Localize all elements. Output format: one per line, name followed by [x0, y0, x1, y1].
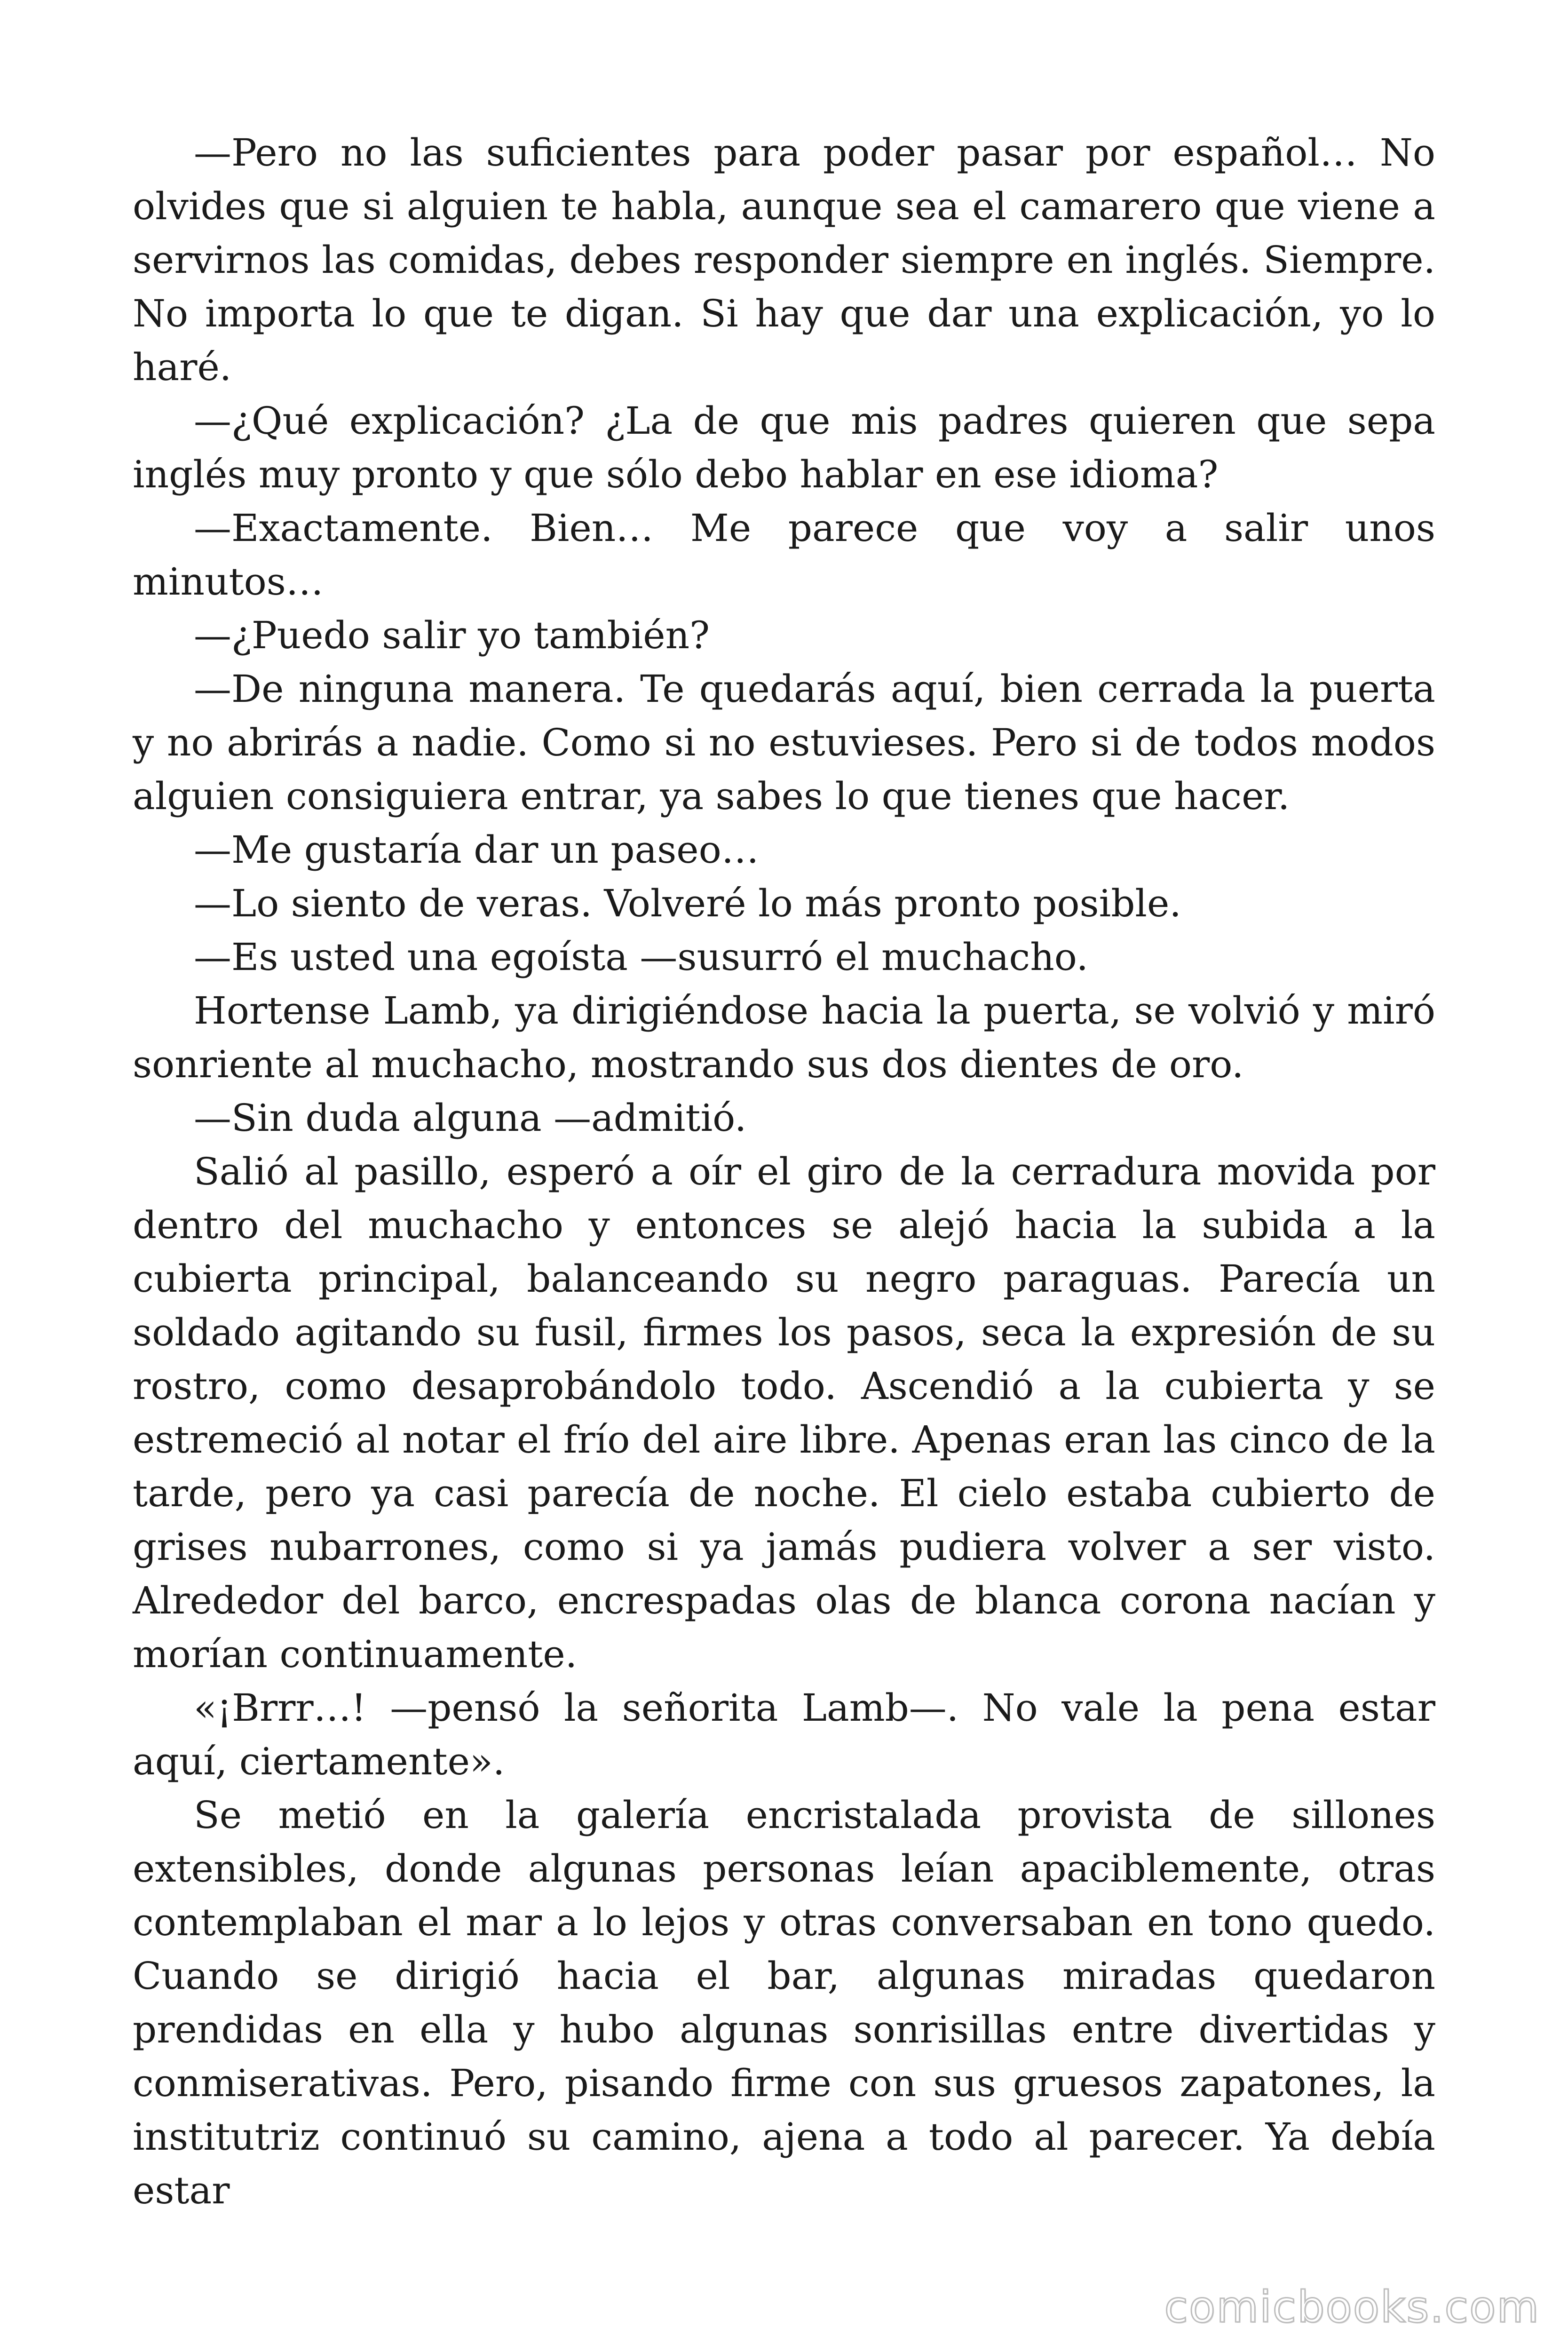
paragraph: —Me gustaría dar un paseo…: [194, 828, 759, 872]
paragraph: —Sin duda alguna —admitió.: [194, 1096, 747, 1140]
paragraph: Hortense Lamb, ya dirigiéndose hacia la puerta, se volvió y miró sonriente al muchacho, mostrando sus dos dientes de oro.: [133, 989, 1435, 1086]
page-body: [133, 126, 1435, 2217]
watermark-logo: comicbooks.com: [1164, 2282, 1540, 2332]
paragraph: —Lo siento de veras. Volveré lo más pronto posible.: [194, 882, 1181, 925]
paragraph: —¿Qué explicación? ¿La de que mis padres quieren que sepa inglés muy pronto y que sólo debo hablar en ese idioma?: [133, 399, 1435, 496]
paragraph: Se metió en la galería encristalada provista de sillones extensibles, donde algunas personas leían apaciblemente, otras contemplaban el mar a lo lejos y otras conversaban en tono quedo. Cuando se dirigió hacia el bar, algunas miradas quedaron prendidas en ella y hubo algunas sonrisillas entre divertidas y conmiserativas. Pero, pisando firme con sus gruesos zapatones, la institutriz continuó su camino, ajena a todo al parecer. Ya debía estar: [133, 1793, 1435, 2212]
paragraph: Salió al pasillo, esperó a oír el giro de la cerradura movida por dentro del muchacho y entonces se alejó hacia la subida a la cubierta principal, balanceando su negro paraguas. Parecía un soldado agitando su fusil, firmes los pasos, seca la expresión de su rostro, como desaprobándolo todo. Ascendió a la cubierta y se estremeció al notar el frío del aire libre. Apenas eran las cinco de la tarde, pero ya casi parecía de noche. El cielo estaba cubierto de grises nubarrones, como si ya jamás pudiera volver a ser visto. Alrededor del barco, encrespadas olas de blanca corona nacían y morían continuamente.: [133, 1150, 1435, 1676]
paragraph: «¡Brrr…! —pensó la señorita Lamb—. No vale la pena estar aquí, ciertamente».: [133, 1686, 1435, 1783]
paragraph: —Es usted una egoísta —susurró el muchacho.: [194, 935, 1088, 979]
paragraph: —Pero no las suficientes para poder pasar por español… No olvides que si alguien te habla, aunque sea el camarero que viene a servirnos las comidas, debes responder siempre en inglés. Siempre. No importa lo que te digan. Si hay que dar una explicación, yo lo haré.: [133, 131, 1435, 389]
paragraph: —¿Puedo salir yo también?: [194, 613, 710, 657]
paragraph: —De ninguna manera. Te quedarás aquí, bien cerrada la puerta y no abrirás a nadie. Como si no estuvieses. Pero si de todos modos alguien consiguiera entrar, ya sabes lo que tienes que hacer.: [133, 667, 1435, 818]
paragraph: —Exactamente. Bien… Me parece que voy a salir unos minutos…: [133, 506, 1435, 604]
